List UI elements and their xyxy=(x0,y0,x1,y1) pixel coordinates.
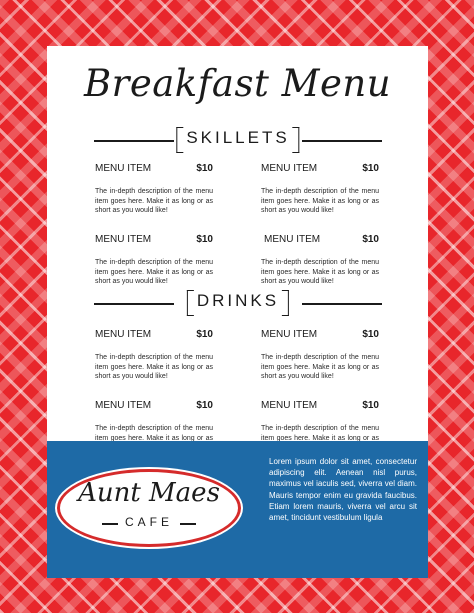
item-description: The in-depth description of the menu item goes here. Make it as long or as short as you would like! xyxy=(95,259,213,285)
item-price: $10 xyxy=(196,163,213,174)
section-header-skillets xyxy=(94,128,382,154)
section-label: DRINKS xyxy=(191,291,285,311)
item-name: MENU ITEM xyxy=(261,400,318,411)
item-price: $10 xyxy=(362,329,379,340)
item-price: $10 xyxy=(196,234,213,245)
divider-line xyxy=(302,303,382,305)
menu-card xyxy=(47,46,428,578)
section-label: SKILLETS xyxy=(180,128,295,148)
item-name: MENU ITEM xyxy=(95,234,152,245)
item-description: The in-depth description of the menu item goes here. Make it as long or as short as you would like! xyxy=(95,188,213,214)
item-name: MENU ITEM xyxy=(261,329,318,340)
item-name: MENU ITEM xyxy=(95,400,152,411)
item-description: The in-depth description of the menu item goes here. Make it as long or as xyxy=(261,425,379,442)
menu-item xyxy=(95,234,213,287)
item-description: The in-depth description of the menu item goes here. Make it as long or as xyxy=(95,425,213,442)
item-name: MENU ITEM xyxy=(261,163,318,174)
cafe-subtitle: CAFE xyxy=(124,515,173,529)
item-price: $10 xyxy=(362,234,379,245)
menu-item xyxy=(95,329,213,382)
divider-line xyxy=(94,140,174,142)
section-header-drinks xyxy=(94,291,382,317)
item-price: $10 xyxy=(196,400,213,411)
divider-line xyxy=(302,140,382,142)
cafe-name: Aunt Maes xyxy=(78,478,220,508)
item-description: The in-depth description of the menu item goes here. Make it as long or as short as you would like! xyxy=(261,259,379,285)
item-description: The in-depth description of the menu item goes here. Make it as long or as short as you would like! xyxy=(261,354,379,380)
item-price: $10 xyxy=(196,329,213,340)
footer-banner xyxy=(47,441,428,578)
menu-item xyxy=(261,234,379,287)
decorative-dash xyxy=(180,523,196,525)
cafe-logo-badge xyxy=(57,469,241,547)
menu-item xyxy=(261,163,379,216)
menu-item xyxy=(261,329,379,382)
divider-line xyxy=(94,303,174,305)
item-name: MENU ITEM xyxy=(95,329,152,340)
menu-item xyxy=(95,163,213,216)
item-description: The in-depth description of the menu item goes here. Make it as long or as short as you would like! xyxy=(261,188,379,214)
menu-title: Breakfast Menu xyxy=(83,62,392,105)
item-description: The in-depth description of the menu item goes here. Make it as long or as short as you would like! xyxy=(95,354,213,380)
footer-description: Lorem ipsum dolor sit amet, consectetur adipiscing elit. Aenean nisl purus, maximus vel iaculis sed, viverra vel diam. Mauris tempor enim eu gravida faucibus. Etiam lorem mauris, viverra vel arcu sit amet, tincidunt vestibulum ligula xyxy=(269,457,417,523)
item-price: $10 xyxy=(362,163,379,174)
item-name: MENU ITEM xyxy=(264,234,321,245)
item-name: MENU ITEM xyxy=(95,163,152,174)
item-price: $10 xyxy=(362,400,379,411)
